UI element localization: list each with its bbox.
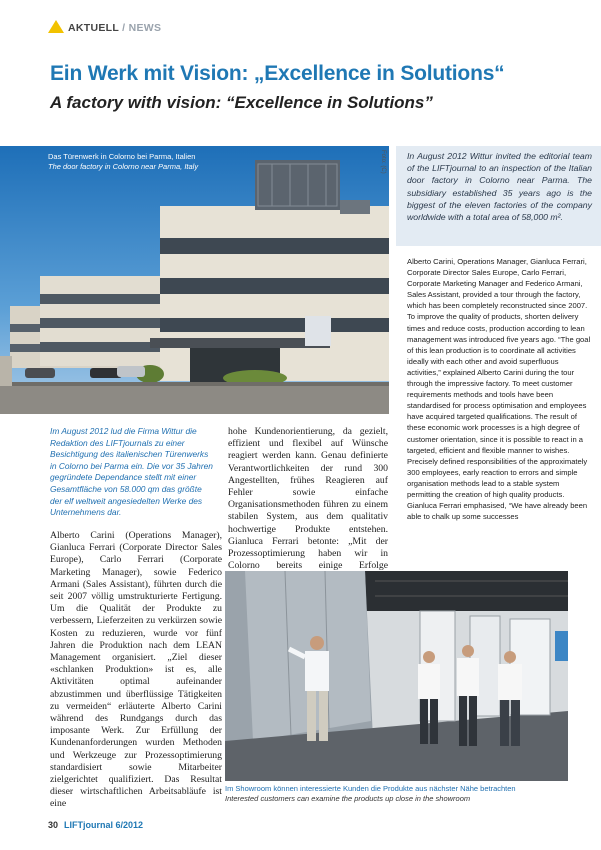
intro-en: In August 2012 Wittur invited the editorial team of the LIFTjournal to an inspection of the Italian door factory in Colorno near Parma. The subsidiary established 35 years ago is the biggest of the eleven factories of the company worldwide with a total area of 58,000 m².: [407, 151, 592, 223]
section-triangle-icon: [48, 20, 64, 33]
showroom-caption-de: Im Showroom können interessierte Kunden die Produkte aus nächster Nähe betrachten: [225, 784, 516, 793]
body-text-de-col2: hohe Kundenorientierung, da gezielt, effizient und flexibel auf Wünsche reagiert werden kann. Genau definierte Verantwortlichkeiten der rund 300 Angestellten, frühes Reagieren auf Fehler sowie einfache Organisationsmethoden führen zu einem stabilen System, aus dem qualitativ hochwertige Produkte entstehen. Gianluca Ferrari betonte: „Mit der Prozessoptimierung haben wir in Colorno bereits einige Erfolge: [228, 426, 388, 572]
showroom-photo: [225, 571, 568, 781]
factory-photo-caption: [48, 152, 198, 172]
factory-caption-de: Das Türenwerk in Colorno bei Parma, Italien: [48, 152, 196, 161]
page-title-de: Ein Werk mit Vision: „Excellence in Solutions“: [50, 62, 505, 85]
intro-de: Im August 2012 lud die Firma Wittur die Redaktion des LIFTjournals zu einer Besichtigung des italienischen Türenwerks in Colorno bei Parma ein. Die vor 35 Jahren gegründete Dependance stellt mit einer Gesamtfläche von 58.000 qm das größte der elf weltweit angesiedelten Werke des Unternehmens dar.: [50, 426, 213, 518]
factory-caption-en: The door factory in Colorno near Parma, Italy: [48, 162, 199, 171]
body-text-en: Alberto Carini, Operations Manager, Gianluca Ferrari, Corporate Director Sales Europe, Carlo Ferrari, Corporate Marketing Manager and Federico Armani, Sales Assistant, provided a tour through the factory, which has been completely reconstructed since 2007. To improve the quality of products, shorten delivery times and reduce costs, production according to lean management was introduced five years ago. “The goal of this lean production is to coordinate all activities ideally with each other and avoid superfluous activities,” explained Alberto Carini during the tour through the impressive factory. To meet customer requirements methods and tools have been standardised for process optimisation and employees have acquired targeted qualifications. The result of these economic work processes is a high degree of customer orientation, since it is possible to react in a targeted, efficient and flexible manner to wishes. Precisely defined responsibilities of the approximately 300 employees, early reaction to errors and simple organisation methods lead to a stable system permitting the creation of high quality products. Gianluca Ferrari emphasised, “We have already been able to chalk up some successes: [407, 257, 591, 522]
showroom-photo-caption: [225, 784, 585, 804]
factory-photo: [0, 146, 389, 414]
showroom-caption-en: Interested customers can examine the products up close in the showroom: [225, 794, 471, 803]
journal-name: LIFTjournal 6/2012: [64, 820, 144, 830]
section-label: AKTUELL / NEWS: [68, 22, 162, 34]
page-number: 30: [48, 820, 59, 830]
page-title-en: A factory with vision: “Excellence in Solutions”: [50, 93, 433, 112]
photo-credit: Foto: (C): [380, 150, 386, 174]
body-text-de-col1: Alberto Carini (Operations Manager), Gianluca Ferrari (Corporate Director Sales Europe), Carlo Ferrari (Corporate Marketing Manager), sowie Federico Armani (Sales Assistant), führten durch die seit 2007 völlig umstrukturierte Fertigung. Um die Qualität der Produkte zu verbessern, Lieferzeiten zu verkürzen sowie Kosten zu reduzieren, wurde vor fünf Jahren die Produktion nach dem LEAN Management organisiert. „Ziel dieser «schlanken Produktion» ist es, alle Aktivitäten optimal aufeinander abzustimmen und überflüssige Tätigkeiten zu vermeiden“ erläuterte Alberto Carini während des Rundgangs durch das imposante Werk. Zur Erfüllung der Kundenanforderungen wurden Methoden und Werkzeuge zur Prozessoptimierung standardisiert sowie Mitarbeiter zielgerichtet qualifiziert. Das Resultat dieser wirtschaftlichen Arbeitsabläufe ist eine: [50, 530, 222, 810]
page-footer: [48, 820, 143, 830]
